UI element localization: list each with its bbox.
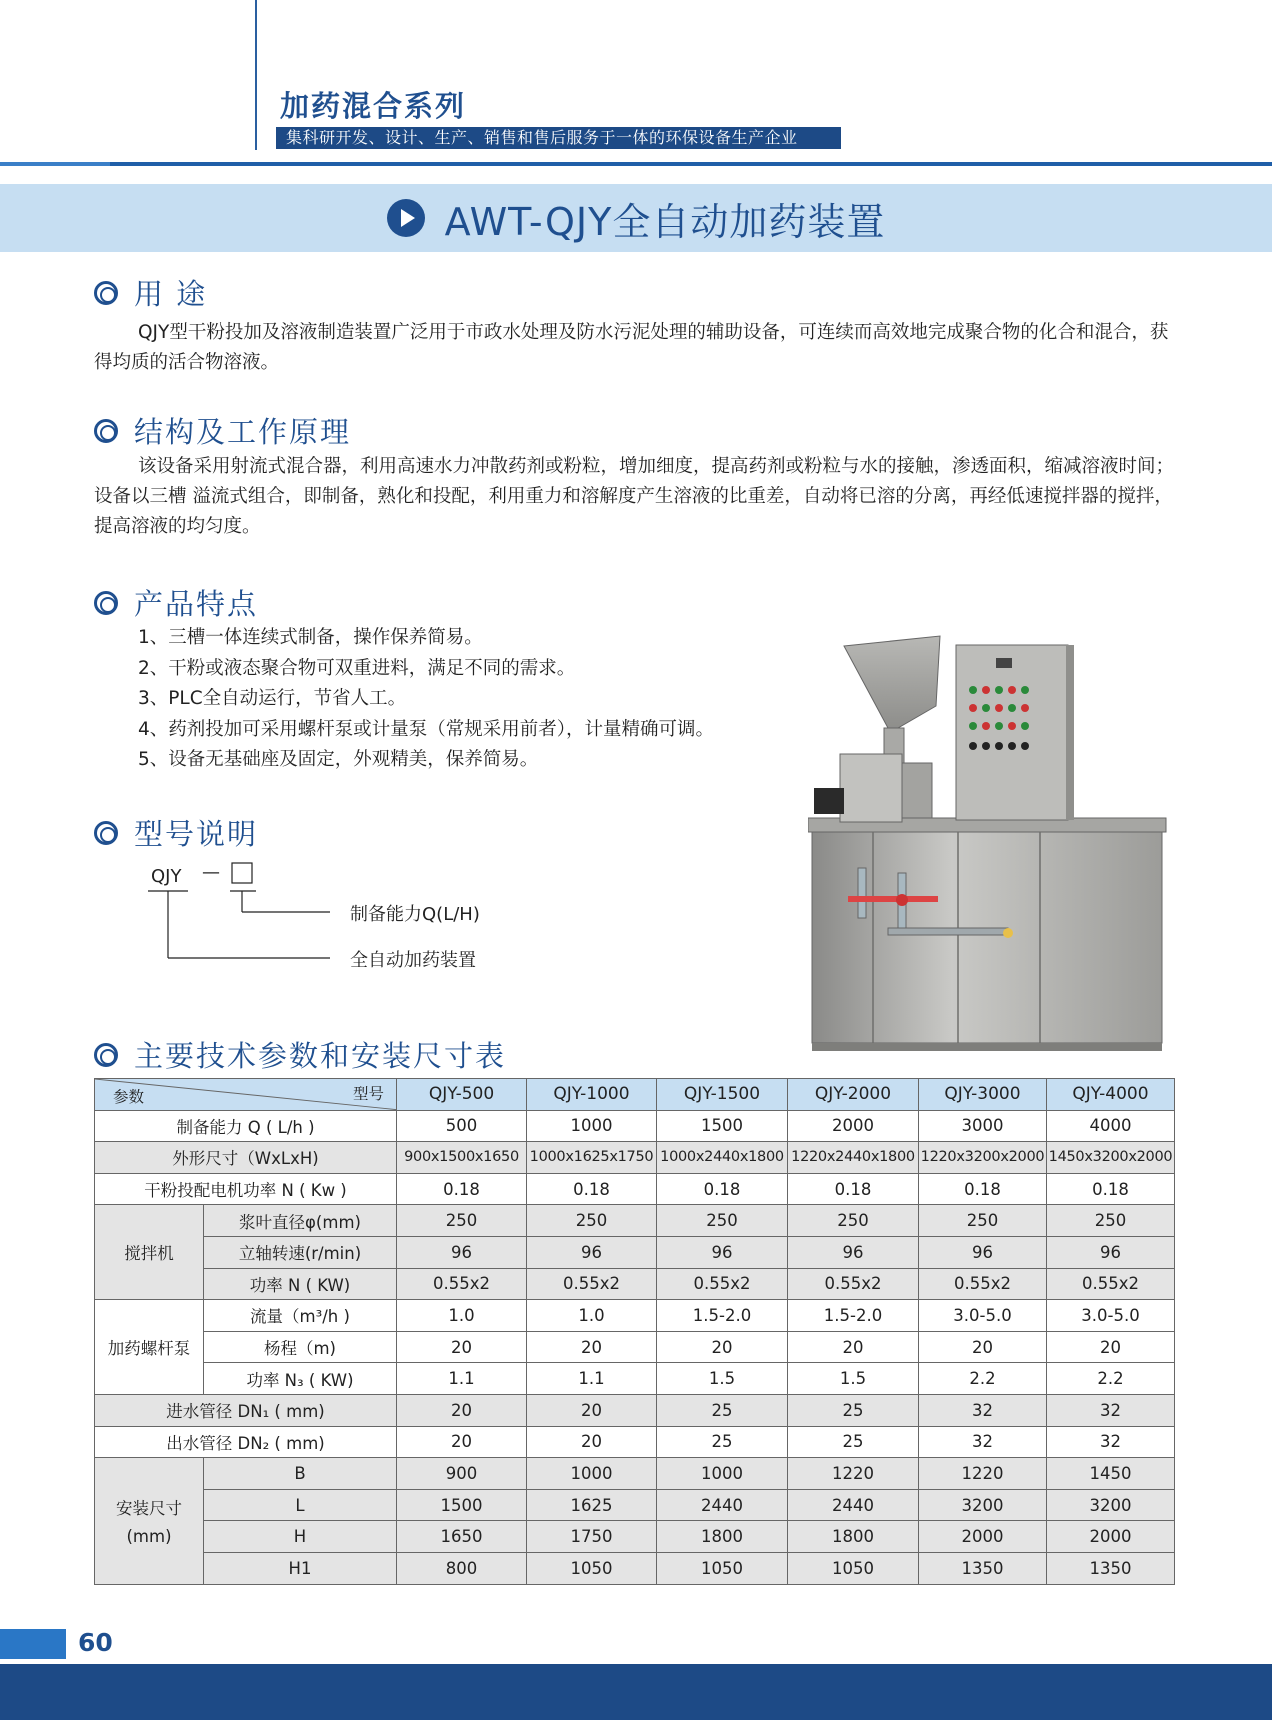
table-header-row [95, 1079, 1175, 1111]
table-row: 功率 N ( KW) 0.55x2 0.55x2 0.55x2 0.55x2 0.55x2 0.55x2 [95, 1268, 1175, 1300]
model-header: QJY-1000 [527, 1079, 657, 1111]
table-row: H 1650 1750 1800 1800 2000 2000 [95, 1521, 1175, 1553]
dosing-machine-photo [808, 628, 1170, 1058]
corner-model-label: 型号 [352, 1085, 384, 1103]
section-title: 型号说明 [134, 817, 259, 851]
model-header: QJY-2000 [788, 1079, 919, 1111]
play-icon [387, 199, 425, 237]
section-principle-heading [94, 410, 351, 451]
header-rule-accent [0, 162, 110, 166]
double-circle-icon [94, 591, 118, 615]
double-circle-icon [94, 1043, 118, 1067]
table-row: 加药螺杆泵 流量（m³/h ) 1.0 1.0 1.5-2.0 1.5-2.0 3.0-5.0 3.0-5.0 [95, 1300, 1175, 1332]
row-group-label: 搅拌机 [95, 1205, 204, 1300]
company-slogan: 集科研开发、设计、生产、销售和售后服务于一体的环保设备生产企业 [276, 127, 841, 149]
model-device-label: 全自动加药装置 [350, 950, 476, 971]
header-divider-line [255, 0, 257, 150]
section-usage-heading [94, 272, 207, 313]
page-number-tab [0, 1629, 66, 1659]
table-row: 干粉投配电机功率 N ( Kw ) 0.18 0.18 0.18 0.18 0.18 0.18 [95, 1173, 1175, 1205]
section-model-heading [94, 812, 258, 853]
footer-bar [0, 1664, 1272, 1720]
model-header: QJY-1500 [657, 1079, 788, 1111]
page-title: AWT-QJY全自动加药装置 [444, 199, 886, 244]
table-row: 外形尺寸（WxLxH) 900x1500x1650 1000x1625x1750 1000x2440x1800 1220x2440x1800 1220x3200x2000 1450x3200x2000 [95, 1142, 1175, 1174]
section-params-heading [94, 1034, 506, 1075]
row-group-label: 加药螺杆泵 [95, 1300, 204, 1395]
feature-item: 3、PLC全自动运行，节省人工。 [138, 688, 407, 709]
corner-param-label: 参数 [113, 1087, 145, 1106]
double-circle-icon [94, 281, 118, 305]
model-capacity-label: 制备能力Q(L/H) [350, 904, 480, 925]
title-banner [0, 184, 1272, 252]
header-rule [0, 162, 1272, 166]
usage-paragraph: QJY型干粉投加及溶液制造装置广泛用于市政水处理及防水污泥处理的辅助设备，可连续而高效地完成聚合物的化合和混合，获得均质的活合物溶液。 [94, 322, 1169, 373]
section-title: 结构及工作原理 [134, 415, 352, 449]
table-row: 搅拌机 浆叶直径φ(mm) 250 250 250 250 250 250 [95, 1205, 1175, 1237]
table-row: L 1500 1625 2440 2440 3200 3200 [95, 1489, 1175, 1521]
principle-paragraph: 该设备采用射流式混合器，利用高速水力冲散药剂或粉粒，增加细度，提高药剂或粉粒与水的接触，渗透面积，缩减溶液时间；设备以三槽 溢流式组合，即制备，熟化和投配，利用重力和溶解度产生溶液的比重差，自动将已溶的分离，再经低速搅拌器的搅拌，提高溶液的均匀度。 [94, 456, 1175, 537]
model-prefix: QJY [151, 866, 182, 887]
parameter-table [94, 1078, 1175, 1585]
table-row: 功率 N₃ ( KW) 1.1 1.1 1.5 1.5 2.2 2.2 [95, 1363, 1175, 1395]
row-group-label: 安装尺寸 (mm) [95, 1458, 204, 1584]
model-header: QJY-4000 [1047, 1079, 1175, 1111]
table-row: 进水管径 DN₁ ( mm) 20 20 25 25 32 32 [95, 1394, 1175, 1426]
table-corner-cell [95, 1079, 397, 1111]
double-circle-icon [94, 821, 118, 845]
table-row: H1 800 1050 1050 1050 1350 1350 [95, 1552, 1175, 1584]
feature-item: 2、干粉或液态聚合物可双重进料，满足不同的需求。 [138, 657, 576, 679]
feature-item: 4、药剂投加可采用螺杆泵或计量泵（常规采用前者），计量精确可调。 [138, 718, 715, 740]
series-title: 加药混合系列 [280, 89, 467, 123]
section-title: 主要技术参数和安装尺寸表 [134, 1039, 507, 1073]
table-row: 杨程（m) 20 20 20 20 20 20 [95, 1331, 1175, 1363]
section-title: 产品特点 [134, 587, 259, 621]
section-title: 用 途 [134, 277, 208, 311]
section-features-heading [94, 582, 258, 623]
model-dash: — [202, 862, 220, 883]
double-circle-icon [94, 419, 118, 443]
model-designation-diagram [148, 860, 548, 980]
table-row: 立轴转速(r/min) 96 96 96 96 96 96 [95, 1236, 1175, 1268]
table-row: 出水管径 DN₂ ( mm) 20 20 25 25 32 32 [95, 1426, 1175, 1458]
table-row: 安装尺寸 (mm) B 900 1000 1000 1220 1220 1450 [95, 1458, 1175, 1490]
model-header: QJY-3000 [919, 1079, 1047, 1111]
page-number: 60 [78, 1628, 113, 1657]
feature-item: 1、三槽一体连续式制备，操作保养简易。 [138, 627, 483, 648]
model-header: QJY-500 [397, 1079, 527, 1111]
feature-item: 5、设备无基础座及固定，外观精美，保养简易。 [138, 749, 539, 770]
table-row: 制备能力 Q ( L/h ) 500 1000 1500 2000 3000 4000 [95, 1110, 1175, 1142]
feature-list [138, 623, 714, 776]
